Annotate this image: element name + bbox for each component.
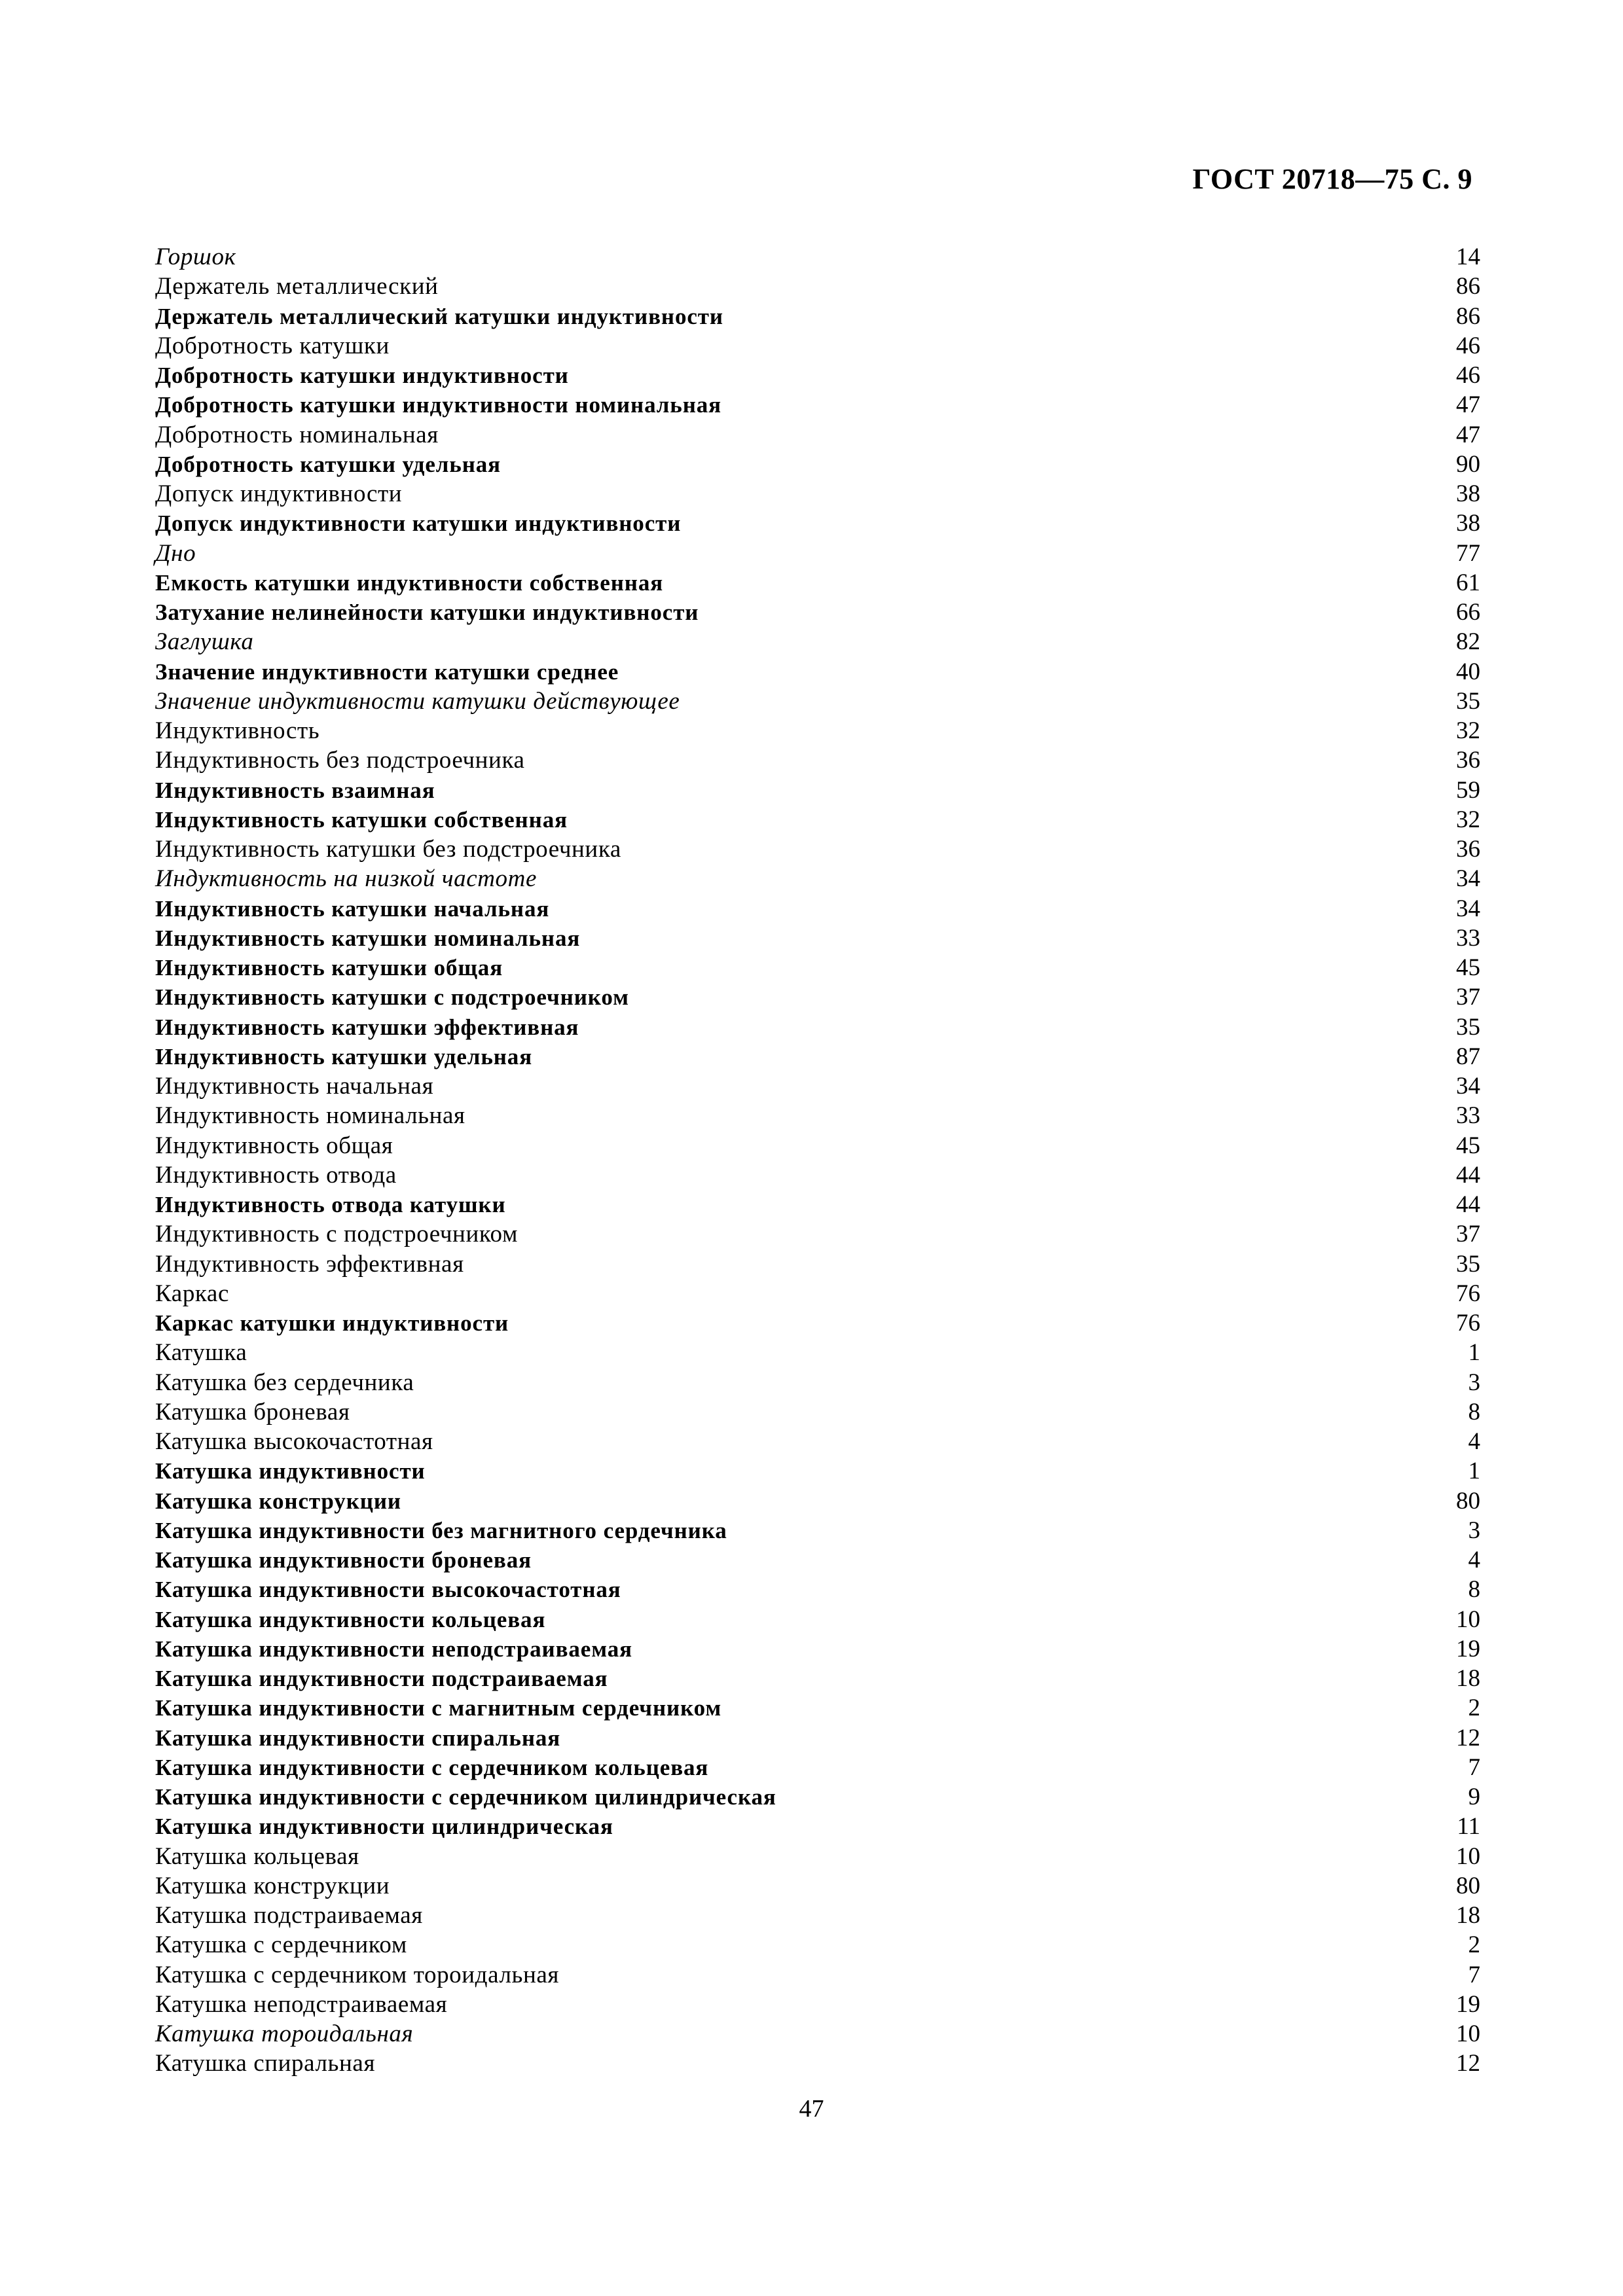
index-entry xyxy=(155,1842,1480,1871)
index-term-number: 9 xyxy=(1468,1784,1480,1810)
index-entry xyxy=(155,1042,1480,1071)
index-entry xyxy=(155,1960,1480,1990)
index-entry xyxy=(155,1338,1480,1367)
index-term: Индуктивность с подстроечником xyxy=(155,1221,518,1248)
index-entry xyxy=(155,716,1480,745)
index-entry xyxy=(155,598,1480,627)
index-entry xyxy=(155,1249,1480,1279)
index-term-number: 47 xyxy=(1456,391,1480,419)
index-term: Допуск индуктивности катушки индуктивности xyxy=(155,511,682,537)
index-term: Катушка без сердечника xyxy=(155,1369,414,1396)
index-entry xyxy=(155,657,1480,687)
index-term-number: 76 xyxy=(1456,1310,1480,1336)
index-entry xyxy=(155,1279,1480,1308)
index-term: Катушка индуктивности цилиндрическая xyxy=(155,1814,613,1840)
index-term-number: 34 xyxy=(1456,1073,1480,1100)
index-term: Катушка с сердечником xyxy=(155,1931,407,1959)
index-term: Индуктивность катушки начальная xyxy=(155,895,550,922)
index-term-number: 45 xyxy=(1456,954,1480,981)
index-term: Катушка индуктивности спиральная xyxy=(155,1725,561,1751)
index-term-number: 11 xyxy=(1457,1813,1480,1840)
index-entry xyxy=(155,1782,1480,1812)
index-term-number: 3 xyxy=(1468,1516,1480,1544)
index-term-number: 82 xyxy=(1456,628,1480,656)
index-term: Держатель металлический катушки индуктивности xyxy=(155,303,723,329)
index-entry xyxy=(155,924,1480,953)
index-term: Катушка неподстраиваемая xyxy=(155,1990,448,2018)
index-entry xyxy=(155,864,1480,893)
index-term-number: 44 xyxy=(1456,1161,1480,1189)
index-term: Индуктивность взаимная xyxy=(155,777,435,803)
index-entry xyxy=(155,1013,1480,1042)
page-header: ГОСТ 20718—75 С. 9 xyxy=(1192,163,1472,195)
index-term: Заглушка xyxy=(155,628,254,656)
index-term-number: 36 xyxy=(1456,747,1480,774)
index-term-number: 18 xyxy=(1456,1902,1480,1929)
index-term: Затухание нелинейности катушки индуктивности xyxy=(155,600,699,625)
index-term-number: 2 xyxy=(1468,1695,1480,1722)
index-term-number: 35 xyxy=(1456,1250,1480,1278)
index-term-number: 59 xyxy=(1456,776,1480,804)
index-term: Катушка индуктивности неподстраиваемая xyxy=(155,1636,632,1662)
index-term: Добротность катушки xyxy=(155,332,390,359)
index-term: Каркас xyxy=(155,1280,229,1307)
index-term-number: 80 xyxy=(1456,1487,1480,1515)
index-term: Индуктивность номинальная xyxy=(155,1102,465,1130)
index-term-number: 7 xyxy=(1468,1961,1480,1988)
index-entry xyxy=(155,1634,1480,1664)
index-term: Катушка индуктивности броневая xyxy=(155,1547,532,1573)
index-entry xyxy=(155,361,1480,390)
index-term-number: 19 xyxy=(1456,1990,1480,2018)
index-term: Добротность катушки индуктивности xyxy=(155,363,569,388)
index-entry xyxy=(155,687,1480,716)
index-term: Индуктивность без подстроечника xyxy=(155,747,525,774)
index-term-number: 45 xyxy=(1456,1132,1480,1159)
index-term: Добротность катушки удельная xyxy=(155,451,501,477)
index-entry xyxy=(155,1160,1480,1190)
index-entry xyxy=(155,1930,1480,1960)
index-term-number: 33 xyxy=(1456,1102,1480,1130)
index-entry xyxy=(155,1427,1480,1456)
index-entry xyxy=(155,420,1480,450)
index-entry xyxy=(155,1990,1480,2019)
index-entry xyxy=(155,1308,1480,1338)
index-term-number: 34 xyxy=(1456,895,1480,922)
index-entry xyxy=(155,1397,1480,1427)
index-term-number: 66 xyxy=(1456,599,1480,626)
index-term-number: 4 xyxy=(1468,1547,1480,1573)
index-term-number: 7 xyxy=(1468,1753,1480,1781)
index-entry xyxy=(155,450,1480,479)
index-term: Горшок xyxy=(155,243,236,270)
index-entry xyxy=(155,479,1480,509)
index-term-number: 8 xyxy=(1468,1576,1480,1604)
index-entry xyxy=(155,331,1480,361)
index-term-number: 37 xyxy=(1456,1221,1480,1248)
index-term: Катушка броневая xyxy=(155,1398,350,1426)
index-entry xyxy=(155,302,1480,331)
index-term-number: 18 xyxy=(1456,1665,1480,1692)
index-entry xyxy=(155,1101,1480,1130)
index-entry xyxy=(155,834,1480,864)
index-term: Держатель металлический xyxy=(155,273,439,300)
index-term-number: 47 xyxy=(1456,421,1480,448)
index-entry xyxy=(155,1219,1480,1249)
index-term: Индуктивность катушки с подстроечником xyxy=(155,984,629,1011)
index-term: Добротность номинальная xyxy=(155,421,439,448)
index-entry xyxy=(155,1901,1480,1930)
index-term-number: 10 xyxy=(1456,2020,1480,2047)
index-entry xyxy=(155,982,1480,1012)
index-entry xyxy=(155,894,1480,924)
index-term-number: 1 xyxy=(1468,1458,1480,1485)
index-term-number: 32 xyxy=(1456,717,1480,744)
index-entry xyxy=(155,1723,1480,1753)
index-term: Индуктивность общая xyxy=(155,1132,393,1159)
index-term: Индуктивность xyxy=(155,717,320,744)
index-term: Катушка индуктивности с магнитным сердечником xyxy=(155,1695,722,1721)
index-entry xyxy=(155,1753,1480,1782)
index-entry xyxy=(155,1693,1480,1723)
index-entry xyxy=(155,1368,1480,1397)
index-term-number: 2 xyxy=(1468,1931,1480,1959)
index-term: Дно xyxy=(155,539,196,567)
index-term-number: 40 xyxy=(1456,658,1480,685)
index-term: Катушка индуктивности без магнитного сердечника xyxy=(155,1517,727,1543)
index-term-number: 14 xyxy=(1456,243,1480,270)
index-term: Катушка индуктивности с сердечником цилиндрическая xyxy=(155,1784,776,1810)
index-entry xyxy=(155,1190,1480,1219)
index-term-number: 44 xyxy=(1456,1191,1480,1218)
index-entry xyxy=(155,1812,1480,1841)
index-term: Катушка с сердечником тороидальная xyxy=(155,1961,560,1988)
index-entry xyxy=(155,242,1480,272)
index-entry xyxy=(155,1486,1480,1516)
index-term-number: 19 xyxy=(1456,1635,1480,1662)
index-term: Катушка индуктивности подстраиваемая xyxy=(155,1666,608,1691)
index-term-number: 90 xyxy=(1456,450,1480,478)
index-term: Индуктивность катушки без подстроечника xyxy=(155,836,621,863)
index-term: Индуктивность эффективная xyxy=(155,1250,464,1278)
index-entry xyxy=(155,390,1480,420)
index-term: Значение индуктивности катушки действующее xyxy=(155,687,680,715)
index-entry xyxy=(155,1516,1480,1545)
index-entry xyxy=(155,1605,1480,1634)
index-term-number: 10 xyxy=(1456,1842,1480,1870)
index-term: Катушка индуктивности кольцевая xyxy=(155,1606,546,1632)
index-term-number: 35 xyxy=(1456,1013,1480,1041)
index-term: Индуктивность на низкой частоте xyxy=(155,865,537,893)
index-term: Индуктивность отвода xyxy=(155,1161,397,1189)
index-term-number: 46 xyxy=(1456,362,1480,389)
index-term: Катушка спиральная xyxy=(155,2050,376,2077)
index-term: Индуктивность катушки номинальная xyxy=(155,925,581,951)
index-term: Катушка индуктивности xyxy=(155,1458,426,1484)
index-term-number: 61 xyxy=(1456,569,1480,596)
index-term: Индуктивность отвода катушки xyxy=(155,1192,506,1217)
index-term-number: 10 xyxy=(1456,1605,1480,1633)
index-term-number: 36 xyxy=(1456,836,1480,863)
index-term-number: 1 xyxy=(1468,1339,1480,1367)
index-term: Добротность катушки индуктивности номинальная xyxy=(155,392,722,418)
index-term-number: 33 xyxy=(1456,924,1480,952)
index-entry xyxy=(155,1575,1480,1604)
index-term: Значение индуктивности катушки среднее xyxy=(155,658,619,685)
index-term-number: 38 xyxy=(1456,510,1480,537)
index-term: Индуктивность катушки эффективная xyxy=(155,1014,579,1040)
index-term: Катушка высокочастотная xyxy=(155,1428,433,1455)
index-term-number: 86 xyxy=(1456,302,1480,330)
index-term-number: 38 xyxy=(1456,480,1480,507)
index-entry xyxy=(155,509,1480,538)
index-entry xyxy=(155,1456,1480,1486)
index-term: Катушка индуктивности с сердечником кольцевая xyxy=(155,1754,709,1780)
index-entry xyxy=(155,1545,1480,1575)
index-term: Индуктивность катушки собственная xyxy=(155,806,568,833)
index-term: Катушка тороидальная xyxy=(155,2020,414,2047)
index-entry xyxy=(155,745,1480,775)
index-term-number: 80 xyxy=(1456,1872,1480,1899)
index-entry xyxy=(155,953,1480,982)
page-number: 47 xyxy=(799,2095,824,2123)
index-entry xyxy=(155,627,1480,656)
index-term: Индуктивность начальная xyxy=(155,1073,434,1100)
index-entry xyxy=(155,1071,1480,1101)
term-index-list xyxy=(155,242,1480,2079)
index-term-number: 86 xyxy=(1456,273,1480,300)
index-entry xyxy=(155,2019,1480,2049)
index-term-number: 12 xyxy=(1456,2050,1480,2077)
index-term-number: 8 xyxy=(1468,1398,1480,1426)
index-term-number: 35 xyxy=(1456,687,1480,715)
index-term-number: 37 xyxy=(1456,984,1480,1011)
index-term-number: 77 xyxy=(1456,539,1480,567)
index-term-number: 32 xyxy=(1456,806,1480,833)
index-term: Катушка xyxy=(155,1339,247,1367)
index-entry xyxy=(155,539,1480,568)
index-term: Катушка конструкции xyxy=(155,1488,401,1514)
index-term-number: 76 xyxy=(1456,1280,1480,1307)
index-term-number: 3 xyxy=(1468,1369,1480,1396)
index-term: Каркас катушки индуктивности xyxy=(155,1310,509,1336)
index-term-number: 4 xyxy=(1468,1428,1480,1455)
index-entry xyxy=(155,2049,1480,2078)
index-term: Катушка конструкции xyxy=(155,1872,390,1899)
index-entry xyxy=(155,568,1480,598)
index-term: Катушка индуктивности высокочастотная xyxy=(155,1577,621,1603)
index-entry xyxy=(155,1664,1480,1693)
index-term: Индуктивность катушки удельная xyxy=(155,1043,533,1069)
index-entry xyxy=(155,805,1480,834)
index-term: Индуктивность катушки общая xyxy=(155,955,503,980)
index-term-number: 46 xyxy=(1456,332,1480,359)
index-term: Допуск индуктивности xyxy=(155,480,403,507)
index-entry xyxy=(155,776,1480,805)
index-entry xyxy=(155,272,1480,301)
index-term: Емкость катушки индуктивности собственная xyxy=(155,569,664,596)
index-term-number: 12 xyxy=(1456,1724,1480,1751)
index-term-number: 34 xyxy=(1456,865,1480,893)
index-entry xyxy=(155,1871,1480,1901)
index-entry xyxy=(155,1131,1480,1160)
index-term: Катушка подстраиваемая xyxy=(155,1902,423,1929)
index-term-number: 87 xyxy=(1456,1043,1480,1070)
index-term: Катушка кольцевая xyxy=(155,1842,359,1870)
